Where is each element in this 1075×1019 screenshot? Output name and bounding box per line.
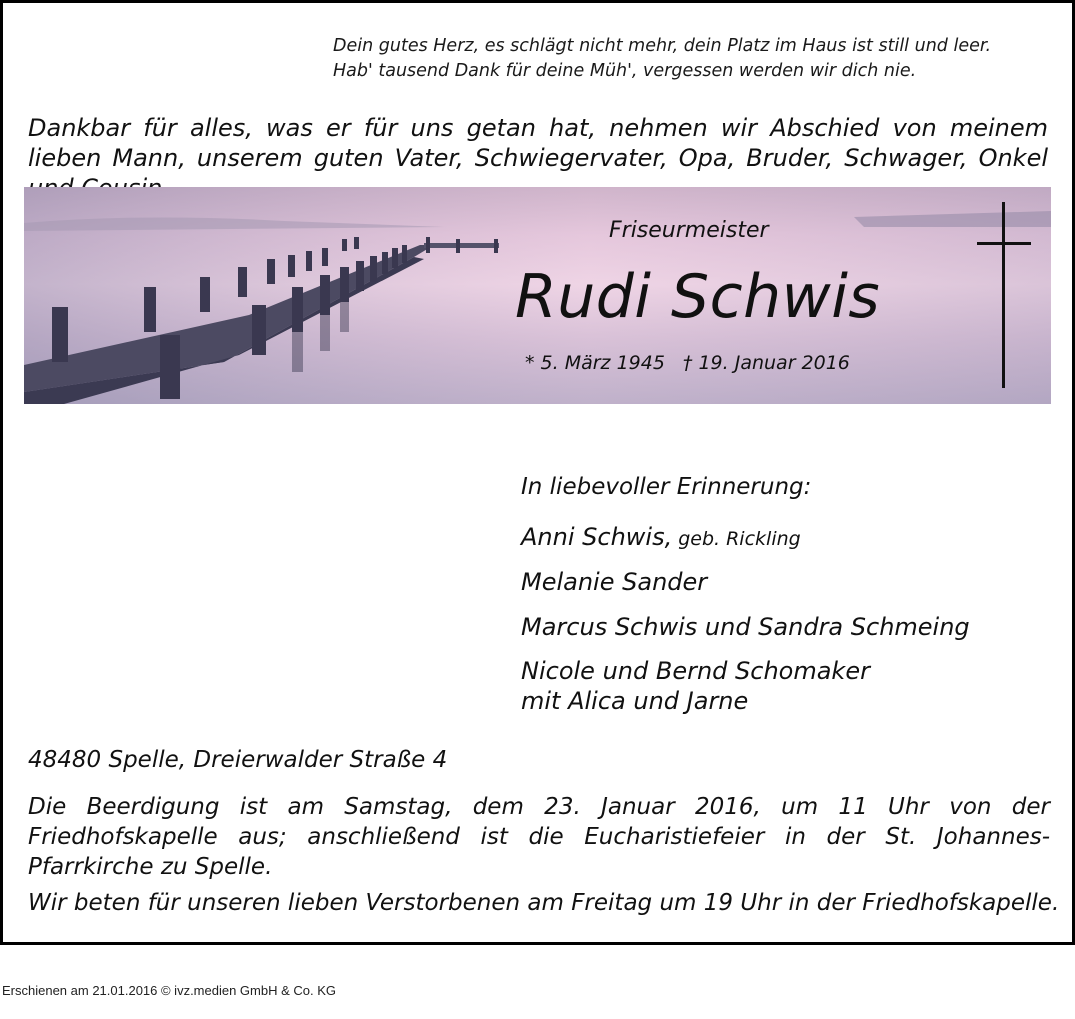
deceased-name: Rudi Schwis — [515, 262, 881, 332]
mourner-1-birthname: geb. Rickling — [678, 528, 801, 550]
poem — [333, 34, 991, 84]
mourning-heading: In liebevoller Erinnerung: — [521, 474, 812, 500]
deceased-profession: Friseurmeister — [609, 218, 769, 243]
prayer-notice: Wir beten für unseren lieben Verstorbenen am Freitag um 19 Uhr in der Friedhofskapelle. — [28, 890, 1060, 916]
mourner-3: Marcus Schwis und Sandra Schmeing — [521, 613, 970, 641]
funeral-details: Die Beerdigung ist am Samstag, dem 23. Januar 2016, um 11 Uhr von der Friedhofskapelle aus; anschließend ist die Eucharistiefeier in der St. Johannes-Pfarrkirche zu Spelle. — [28, 794, 1050, 880]
mourner-4-line-2: mit Alica und Jarne — [521, 687, 749, 715]
life-dates — [525, 352, 868, 374]
cross-icon — [1002, 202, 1005, 388]
poem-line-2: Hab' tausend Dank für deine Müh', vergessen werden wir dich nie. — [333, 61, 917, 81]
publication-footer: Erschienen am 21.01.2016 © ivz.medien GmbH & Co. KG — [2, 983, 337, 998]
address: 48480 Spelle, Dreierwalder Straße 4 — [28, 747, 448, 773]
death-date: † 19. Januar 2016 — [682, 352, 850, 374]
mourner-1 — [521, 522, 801, 554]
poem-line-1: Dein gutes Herz, es schlägt nicht mehr, dein Platz im Haus ist still und leer. — [333, 36, 992, 56]
cross-icon-bar — [977, 242, 1031, 245]
birth-date: * 5. März 1945 — [525, 352, 665, 374]
mourner-2: Melanie Sander — [521, 568, 708, 596]
mourner-1-name: Anni Schwis, — [521, 523, 673, 551]
mourner-4-line-1: Nicole und Bernd Schomaker — [521, 657, 870, 685]
intro-text: Dankbar für alles, was er für uns getan hat, nehmen wir Abschied von meinem lieben Mann, unserem guten Vater, Schwiegervater, Opa, Bruder, Schwager, Onkel — [28, 114, 1048, 172]
